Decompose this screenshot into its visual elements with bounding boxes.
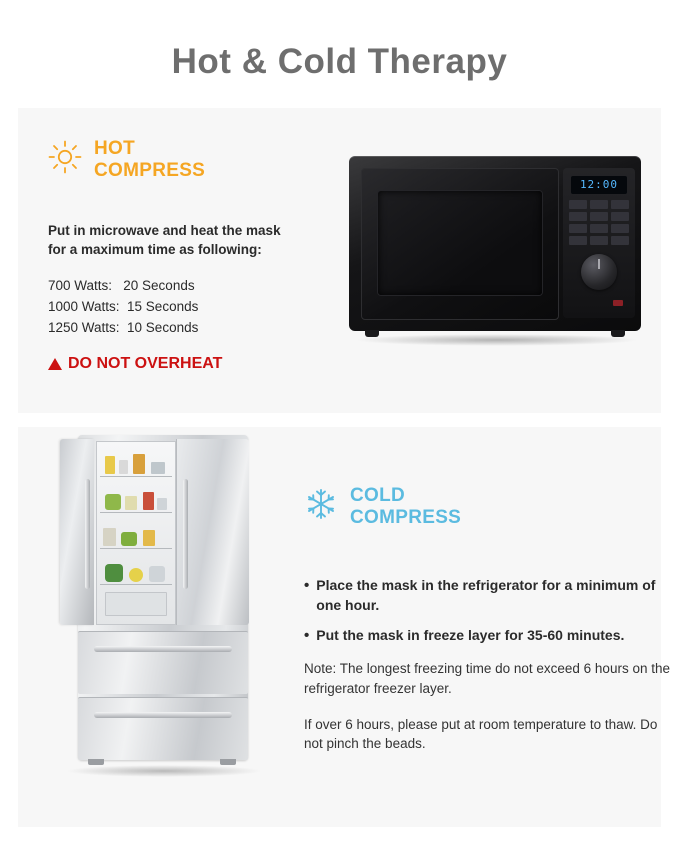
fridge-item — [151, 462, 165, 474]
warning-triangle-icon — [48, 358, 62, 370]
bullet-icon: • — [304, 576, 310, 594]
refrigerator-shadow — [66, 765, 262, 777]
crisper-drawer — [105, 592, 167, 616]
microwave-button — [611, 212, 629, 221]
cold-compress-panel — [18, 427, 670, 827]
microwave-button-grid — [569, 200, 629, 245]
fridge-shelf — [100, 548, 172, 549]
watt-line: 700 Watts: 20 Seconds — [48, 277, 195, 293]
microwave-window — [378, 191, 542, 295]
microwave-button — [611, 224, 629, 233]
microwave-dial-knob — [581, 254, 617, 290]
microwave-control-panel — [563, 168, 635, 318]
microwave-illustration — [349, 156, 649, 356]
microwave-button — [611, 200, 629, 209]
microwave-display: 12:00 — [571, 176, 627, 194]
snowflake-icon — [304, 487, 338, 526]
refrigerator-foot — [220, 759, 236, 765]
microwave-button — [590, 212, 608, 221]
watt-line: 1250 Watts: 10 Seconds — [48, 319, 199, 335]
microwave-button — [590, 236, 608, 245]
refrigerator-drawer-lower — [78, 697, 248, 760]
microwave-foot — [365, 330, 379, 337]
fridge-item — [103, 528, 116, 546]
watt-line: 1000 Watts: 15 Seconds — [48, 298, 199, 314]
overheat-warning — [48, 355, 340, 373]
microwave-button — [590, 224, 608, 233]
fridge-item — [121, 532, 137, 546]
fridge-shelf — [100, 584, 172, 585]
microwave-button — [569, 212, 587, 221]
drawer-handle — [94, 646, 232, 652]
door-handle — [85, 479, 90, 589]
microwave-shadow — [355, 334, 639, 346]
cold-text-column — [286, 485, 678, 770]
microwave-foot — [611, 330, 625, 337]
fridge-shelf — [100, 512, 172, 513]
cold-heading — [350, 485, 461, 530]
refrigerator-illustration — [60, 435, 260, 780]
fridge-item — [129, 568, 143, 582]
microwave-door — [361, 168, 559, 320]
list-item — [304, 626, 678, 646]
microwave-body — [349, 156, 641, 331]
hot-heading-row — [30, 138, 340, 183]
cold-note-1: Note: The longest freezing time do not exceed 6 hours on the refrigerator freezer layer. — [304, 661, 670, 696]
drawer-handle — [94, 712, 232, 718]
cold-heading-row — [286, 485, 678, 530]
cold-instructions — [286, 576, 678, 646]
list-item — [304, 576, 678, 616]
microwave-red-button — [613, 300, 623, 306]
hot-heading-line2: COMPRESS — [94, 160, 206, 182]
microwave-button — [590, 200, 608, 209]
hot-heading-line1: HOT — [94, 138, 136, 159]
cold-bullet-text: Place the mask in the refrigerator for a minimum of one hour. — [316, 576, 656, 613]
hot-lead-line2: for a maximum time as following: — [48, 242, 262, 258]
hot-instructions — [30, 221, 340, 373]
fridge-item — [119, 460, 128, 474]
hot-lead-text — [48, 221, 340, 260]
fridge-item — [105, 564, 123, 582]
door-handle — [183, 479, 188, 589]
refrigerator-interior — [96, 441, 176, 625]
overheat-warning-text: DO NOT OVERHEAT — [68, 354, 223, 372]
fridge-item — [125, 496, 137, 510]
microwave-button — [569, 236, 587, 245]
microwave-button — [569, 200, 587, 209]
cold-heading-line1: COLD — [350, 485, 406, 506]
bullet-icon: • — [304, 626, 310, 644]
hot-heading — [94, 138, 205, 183]
fridge-item — [157, 498, 167, 510]
fridge-item — [105, 456, 115, 474]
page-title: Hot & Cold Therapy — [171, 42, 508, 81]
refrigerator-right-door — [176, 439, 249, 625]
fridge-item — [149, 566, 165, 582]
hot-lead-line1: Put in microwave and heat the mask — [48, 222, 281, 238]
fridge-item — [143, 530, 155, 546]
cold-notes — [286, 659, 678, 753]
cold-heading-line2: COMPRESS — [350, 507, 462, 529]
refrigerator-left-door-open — [60, 439, 94, 625]
microwave-button — [611, 236, 629, 245]
fridge-item — [105, 494, 121, 510]
cold-note-2: If over 6 hours, please put at room temperature to thaw. Do not pinch the beads. — [304, 716, 658, 752]
fridge-item — [143, 492, 154, 510]
hot-text-column — [30, 138, 340, 373]
fridge-item — [133, 454, 145, 474]
hot-compress-panel — [18, 108, 661, 413]
refrigerator-foot — [88, 759, 104, 765]
sun-icon — [48, 140, 82, 179]
refrigerator-drawer-upper — [78, 631, 248, 694]
microwave-button — [569, 224, 587, 233]
fridge-shelf — [100, 476, 172, 477]
cold-bullet-text: Put the mask in freeze layer for 35-60 minutes. — [316, 626, 625, 643]
